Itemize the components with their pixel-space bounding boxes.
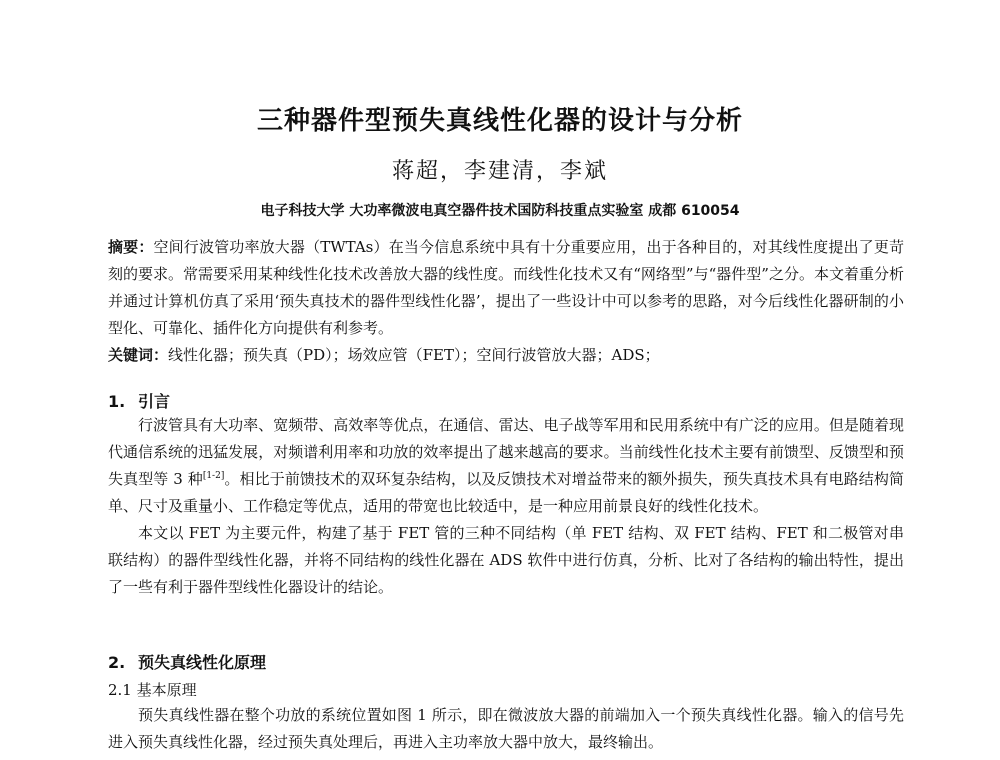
paper-title: 三种器件型预失真线性化器的设计与分析 xyxy=(256,106,743,136)
section-1-paragraph-1 xyxy=(108,412,904,520)
section-1-p1-part1: 行波管具有大功率、宽频带、高效率等优点，在通信、雷达、电子战等军用和民用系统中有广泛的应用。但是随着现代通信系统的迅猛发展，对频谱利用率和功放的效率提出了越来越高的要求。当前线性化技术主要有前馈型、反馈型和预失真型等 3 种 xyxy=(108,416,904,488)
section-2-title: 预失真线性化原理 xyxy=(138,653,267,672)
abstract-text: 空间行波管功率放大器（TWTAs）在当今信息系统中具有十分重要应用，出于各种目的，对其线性度提出了更苛刻的要求。常需要采用某种线性化技术改善放大器的线性度。而线性化技术又有“网络型”与“器件型”之分。本文着重分析并通过计算机仿真了采用‘预失真技术的器件型线性化器’，提出了一些设计中可以参考的思路，对今后线性化器研制的小型化、可靠化、插件化方向提供有利参考。 xyxy=(108,238,904,337)
section-1-heading xyxy=(108,389,170,412)
section-1-paragraph-2: 本文以 FET 为主要元件，构建了基于 FET 管的三种不同结构（单 FET 结构、双 FET 结构、FET 和二极管对串联结构）的器件型线性化器，并将不同结构的线性化器在 ADS 软件中进行仿真，分析、比对了各结构的输出特性，提出了一些有利于器件型线性化器设计的结论。 xyxy=(108,524,904,596)
affiliation: 电子科技大学 大功率微波电真空器件技术国防科技重点实验室 成都 610054 xyxy=(260,203,740,219)
authors: 蒋超，李建清，李斌 xyxy=(391,159,608,184)
citation-ref: [1-2] xyxy=(202,471,225,481)
keywords xyxy=(108,342,904,369)
subsection-2-1-heading: 2.1 基本原理 xyxy=(108,681,197,699)
section-1-title: 引言 xyxy=(138,392,171,411)
abstract-label: 摘要： xyxy=(108,238,154,256)
keywords-label: 关键词： xyxy=(108,346,169,364)
section-1-body xyxy=(108,412,904,601)
section-1-number: 1. xyxy=(108,392,126,411)
keywords-text: 线性化器；预失真（PD）；场效应管（FET）；空间行波管放大器；ADS； xyxy=(168,346,660,364)
section-2-number: 2. xyxy=(108,653,126,672)
abstract xyxy=(108,234,904,342)
subsection-2-1-paragraph-1: 预失真线性器在整个功放的系统位置如图 1 所示，即在微波放大器的前端加入一个预失真线性化器。输入的信号先进入预失真线性化器，经过预失真处理后，再进入主功率放大器中放大，最终输出。 xyxy=(108,706,904,751)
section-2-heading xyxy=(108,650,266,673)
section-1-p1-part2: 。相比于前馈技术的双环复杂结构，以及反馈技术对增益带来的额外损失，预失真技术具有电路结构简单、尺寸及重量小、工作稳定等优点，适用的带宽也比较适中，是一种应用前景良好的线性化技术。 xyxy=(108,470,904,515)
subsection-2-1-body xyxy=(108,702,904,756)
